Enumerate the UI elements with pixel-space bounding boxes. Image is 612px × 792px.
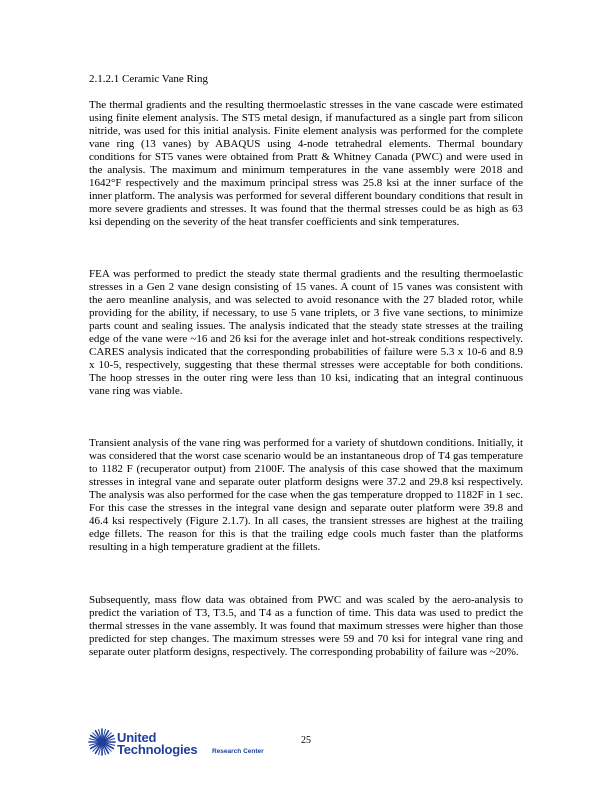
paragraph-mass-flow: Subsequently, mass flow data was obtained from PWC and was scaled by the aero-analysis to predict the variation of T3, T3.5, and T4 as a function of time. This data was used to predict the thermal stresses in the vane assembly. It was found that maximum stresses were higher than those predicted for step changes. The maximum stresses were 59 and 70 ksi for integral vane ring and separate outer platform designs, respectively. The corresponding probability of failure was ~20%.	[89, 594, 523, 658]
paragraph-thermal-gradients: The thermal gradients and the resulting thermoelastic stresses in the vane cascade were estimated using finite element analysis. The ST5 metal design, if manufactured as a single part from silicon nitride, was used for this initial analysis. Finite element analysis was performed for the complete vane ring (13 vanes) by ABAQUS using 4-node tetrahedral elements. Thermal boundary conditions for ST5 vanes were obtained from Pratt & Whitney Canada (PWC) and were used in the analysis. The maximum and minimum temperatures in the vane assembly were 2018 and 1642°F respectively and the maximum principal stress was 25.8 ksi at the inner surface of the inner platform. The analysis was performed for several different boundary conditions that result in more severe gradients and stresses. It was found that the thermal stresses could be as high as 63 ksi depending on the severity of the heat transfer coefficients and sink temperatures.	[89, 99, 523, 228]
section-heading: 2.1.2.1 Ceramic Vane Ring	[89, 73, 208, 85]
starburst-icon	[88, 728, 116, 756]
logo-text-research-center: Research Center	[212, 748, 264, 755]
paragraph-fea-steady-state: FEA was performed to predict the steady state thermal gradients and the resulting thermoelastic stresses in a Gen 2 vane design consisting of 15 vanes. A count of 15 vanes was consistent with the aero meanline analysis, and was selected to avoid resonance with the 27 bladed rotor, while providing for the ability, if necessary, to use 5 vane triplets, or 3 five vane sections, to minimize parts count and sealing issues. The analysis indicated that the steady state stresses at the trailing edge of the vane were ~16 and 26 ksi for the average inlet and hot-streak conditions respectively. CARES analysis indicated that the corresponding probabilities of failure were 5.3 x 10-6 and 8.9 x 10-5, respectively, suggesting that these thermal stresses were acceptable for both conditions. The hoop stresses in the outer ring were less than 10 ksi, indicating that an integral continuous vane ring was viable.	[89, 268, 523, 397]
logo-text-technologies: Technologies	[117, 742, 198, 757]
page-number: 25	[301, 735, 311, 746]
logo-text-united: United	[117, 730, 157, 745]
paragraph-transient-analysis: Transient analysis of the vane ring was performed for a variety of shutdown conditions. Initially, it was considered that the worst case scenario would be an instantaneous drop of T4 gas temperature to 1182 F (recuperator output) from 2100F. The analysis of this case showed that the maximum stresses in integral vane and separate outer platform designs were 37.2 and 29.8 ksi respectively. The analysis was also performed for the case when the gas temperature dropped to 1182F in 1 sec. For this case the stresses in the integral vane design and separate outer platform were 39.8 and 46.4 ksi respectively (Figure 2.1.7). In all cases, the transient stresses are highest at the trailing edge fillets. The reason for this is that the trailing edge cools much faster than the platforms resulting in a high temperature gradient at the fillets.	[89, 437, 523, 553]
utrc-logo	[88, 728, 278, 758]
